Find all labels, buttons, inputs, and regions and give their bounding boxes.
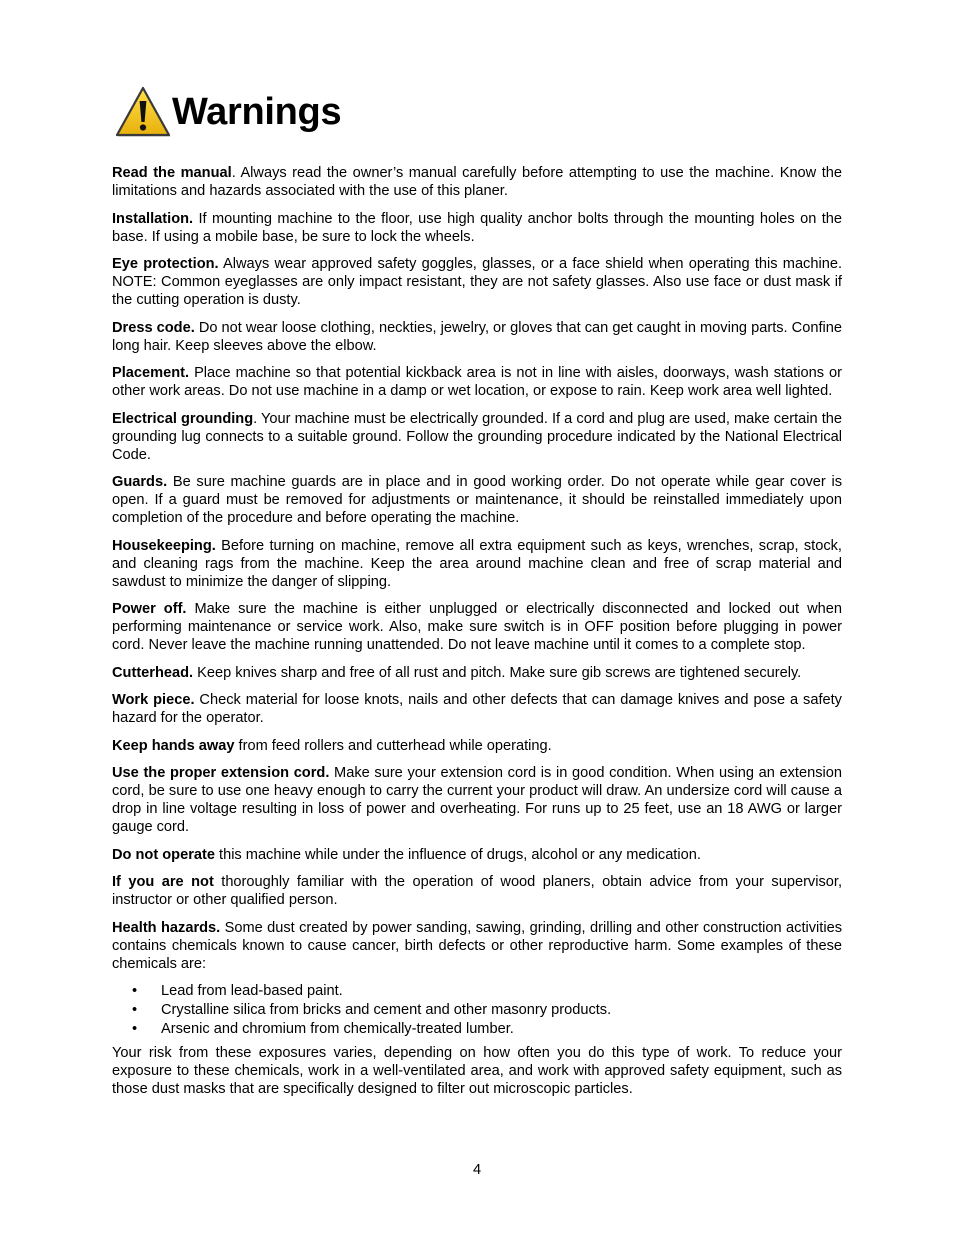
warning-lead: Dress code. <box>112 319 195 336</box>
warning-text: Place machine so that potential kickback area is not in line with aisles, doorways, wash stations or other work areas. Do not use machine in a damp or wet location, or expose to rain. Keep work area well lighted. <box>112 365 842 399</box>
warning-lead: Electrical grounding <box>112 410 254 427</box>
warning-paragraph <box>112 664 842 682</box>
warning-paragraph <box>112 410 842 464</box>
warning-paragraph <box>112 873 842 909</box>
warning-text: thoroughly familiar with the operation of wood planers, obtain advice from your supervisor, instructor or other qualified person. <box>112 874 842 908</box>
warning-paragraph <box>112 764 842 836</box>
warning-text: Before turning on machine, remove all extra equipment such as keys, wrenches, scrap, stock, and cleaning rags from the machine. Keep the area around machine clean and free of scrap material and sawdust to minimize the danger of slipping. <box>112 537 842 590</box>
warning-lead: Power off. <box>112 601 187 617</box>
warning-paragraph <box>112 255 842 309</box>
warning-lead: Installation. <box>112 210 194 227</box>
warning-paragraph <box>112 691 842 727</box>
warning-paragraph <box>112 164 842 200</box>
page-number: 4 <box>472 1162 482 1178</box>
warning-text: . Your machine must be electrically grounded. If a cord and plug are used, make certain the grounding lug connects to a suitable ground. Follow the grounding procedure indicated by the National Electrical Code. <box>112 410 842 463</box>
warning-paragraph <box>112 319 842 355</box>
warning-lead: Read the manual <box>112 165 232 181</box>
warning-paragraph <box>112 919 842 973</box>
warning-lead: Guards. <box>112 474 168 490</box>
warning-text: Always wear approved safety goggles, glasses, or a face shield when operating this machine. NOTE: Common eyeglasses are only impact resistant, they are not safety glasses. Also use face or dust mask if the cutting operation is dusty. <box>112 256 842 308</box>
section-header <box>114 84 842 140</box>
warning-text: from feed rollers and cutterhead while operating. <box>234 737 552 754</box>
warnings-content <box>112 164 842 1098</box>
warning-triangle-icon <box>114 85 172 139</box>
page <box>112 84 842 1108</box>
warning-lead: Eye protection. <box>112 256 219 272</box>
chemical-examples-list <box>112 982 842 1039</box>
warning-lead: Cutterhead. <box>112 664 194 681</box>
warning-paragraph <box>112 600 842 654</box>
warning-paragraph <box>112 210 842 246</box>
warning-text: Do not wear loose clothing, neckties, jewelry, or gloves that can get caught in moving parts. Confine long hair. Keep sleeves above the elbow. <box>112 319 842 354</box>
list-item: • Arsenic and chromium from chemically-treated lumber. <box>112 1020 842 1039</box>
warning-text: Make sure your extension cord is in good condition. When using an extension cord, be sure to use one heavy enough to carry the current your product will draw. An undersize cord will cause a drop in line voltage resulting in loss of power and overheating. For runs up to 25 feet, use an 18 AWG or larger gauge cord. <box>112 765 842 835</box>
warning-paragraph <box>112 364 842 400</box>
warning-lead: Keep hands away <box>112 737 235 754</box>
warning-paragraph <box>112 537 842 591</box>
warning-lead: Housekeeping. <box>112 537 216 554</box>
page-title: Warnings <box>172 91 342 133</box>
warning-lead: Work piece. <box>112 692 195 708</box>
warning-paragraph <box>112 737 842 755</box>
closing-paragraph: Your risk from these exposures varies, depending on how often you do this type of work. To reduce your exposure to these chemicals, work in a well-ventilated area, and work with approved safety equipment, such as those dust masks that are specifically designed to filter out microscopic particles. <box>112 1045 842 1097</box>
warning-paragraph <box>112 473 842 527</box>
warning-lead: Health hazards. <box>112 919 221 936</box>
warning-lead: Do not operate <box>112 846 215 863</box>
warning-text: Some dust created by power sanding, sawing, grinding, drilling and other construction activities contains chemicals known to cause cancer, birth defects or other reproductive harm. Some examples of these chemicals are: <box>112 919 842 972</box>
warning-paragraph <box>112 846 842 864</box>
warning-text: . Always read the owner’s manual carefully before attempting to use the machine. Know the limitations and hazards associated with the use of this planer. <box>112 165 843 199</box>
warning-text: Check material for loose knots, nails and other defects that can damage knives and pose a safety hazard for the operator. <box>112 692 842 726</box>
warning-lead: Placement. <box>112 365 190 381</box>
warning-lead: Use the proper extension cord. <box>112 765 330 781</box>
warning-text: Be sure machine guards are in place and in good working order. Do not operate while gear cover is open. If a guard must be removed for adjustments or maintenance, it should be reinstalled immediately upon completion of the procedure and before operating the machine. <box>112 474 842 526</box>
warning-text: Keep knives sharp and free of all rust and pitch. Make sure gib screws are tightened securely. <box>193 664 802 681</box>
warning-text: Make sure the machine is either unplugged or electrically disconnected and locked out when performing maintenance or service work. Also, make sure switch is in OFF position before plugging in power cord. Never leave the machine running unattended. Do not leave machine until it comes to a complete stop. <box>112 601 842 653</box>
list-item: • Crystalline silica from bricks and cement and other masonry products. <box>112 1001 842 1020</box>
warning-lead: If you are not <box>112 874 214 890</box>
warning-text: If mounting machine to the floor, use high quality anchor bolts through the mounting holes on the base. If using a mobile base, be sure to lock the wheels. <box>112 210 842 245</box>
list-item: • Lead from lead-based paint. <box>112 982 842 1001</box>
warning-text: this machine while under the influence of drugs, alcohol or any medication. <box>214 846 701 863</box>
